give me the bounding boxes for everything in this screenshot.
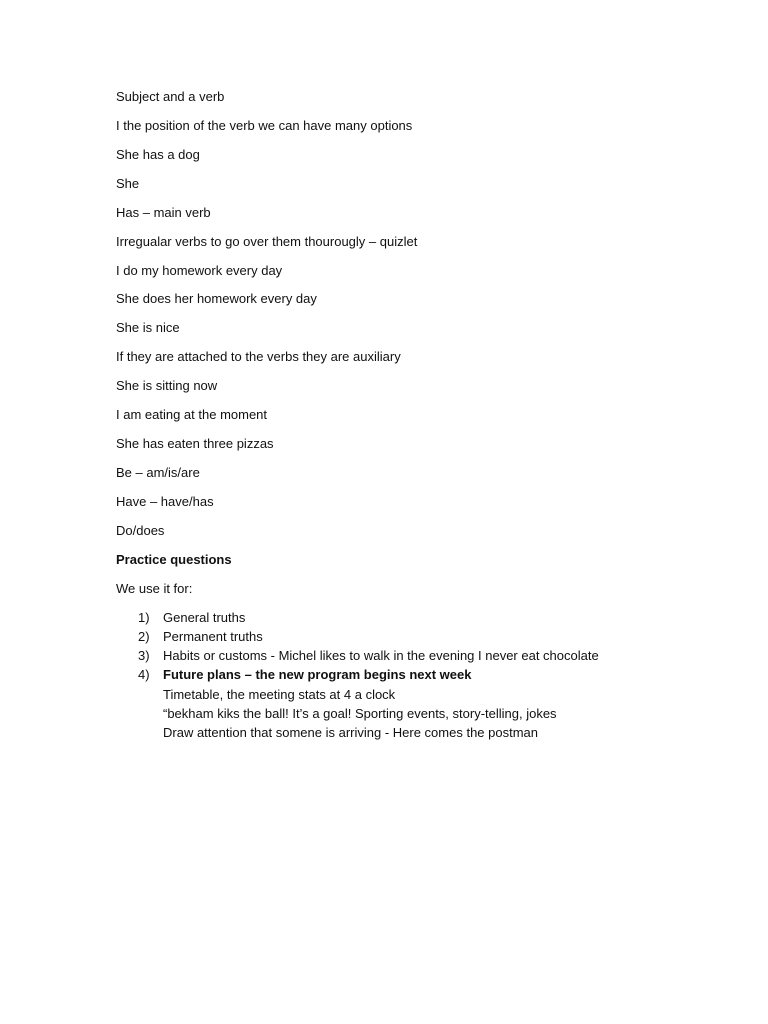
paragraph-line: Irregualar verbs to go over them thourougly – quizlet [116,234,418,249]
list-continuation-line: Draw attention that somene is arriving - Here comes the postman [163,725,539,740]
list-continuation-line: “bekham kiks the ball! It’s a goal! Sporting events, story-telling, jokes [163,706,557,721]
list-number: 3) [138,648,150,663]
paragraph-line: If they are attached to the verbs they are auxiliary [116,349,401,364]
paragraph-line: She has a dog [116,147,200,162]
list-item: Future plans – the new program begins next week [163,667,472,682]
paragraph-line: She has eaten three pizzas [116,436,274,451]
paragraph-line: She is nice [116,320,180,335]
list-item: General truths [163,610,246,625]
paragraph-line: I am eating at the moment [116,407,268,422]
list-item: Permanent truths [163,629,263,644]
paragraph-line: Subject and a verb [116,89,225,104]
paragraph-line: Has – main verb [116,205,211,220]
paragraph-line: Do/does [116,523,165,538]
paragraph-line: Have – have/has [116,494,214,509]
paragraph-line: Be – am/is/are [116,465,200,480]
paragraph-line: She [116,176,140,191]
practice-heading: Practice questions [116,552,232,567]
paragraph-line: I do my homework every day [116,263,283,278]
list-number: 1) [138,610,150,625]
paragraph-line: She is sitting now [116,378,218,393]
list-continuation-line: Timetable, the meeting stats at 4 a clock [163,687,396,702]
paragraph-line: I the position of the verb we can have many options [116,118,413,133]
intro-line: We use it for: [116,581,193,596]
list-item: Habits or customs - Michel likes to walk in the evening I never eat chocolate [163,648,599,663]
paragraph-line: She does her homework every day [116,291,317,306]
list-number: 4) [138,667,150,682]
list-number: 2) [138,629,150,644]
